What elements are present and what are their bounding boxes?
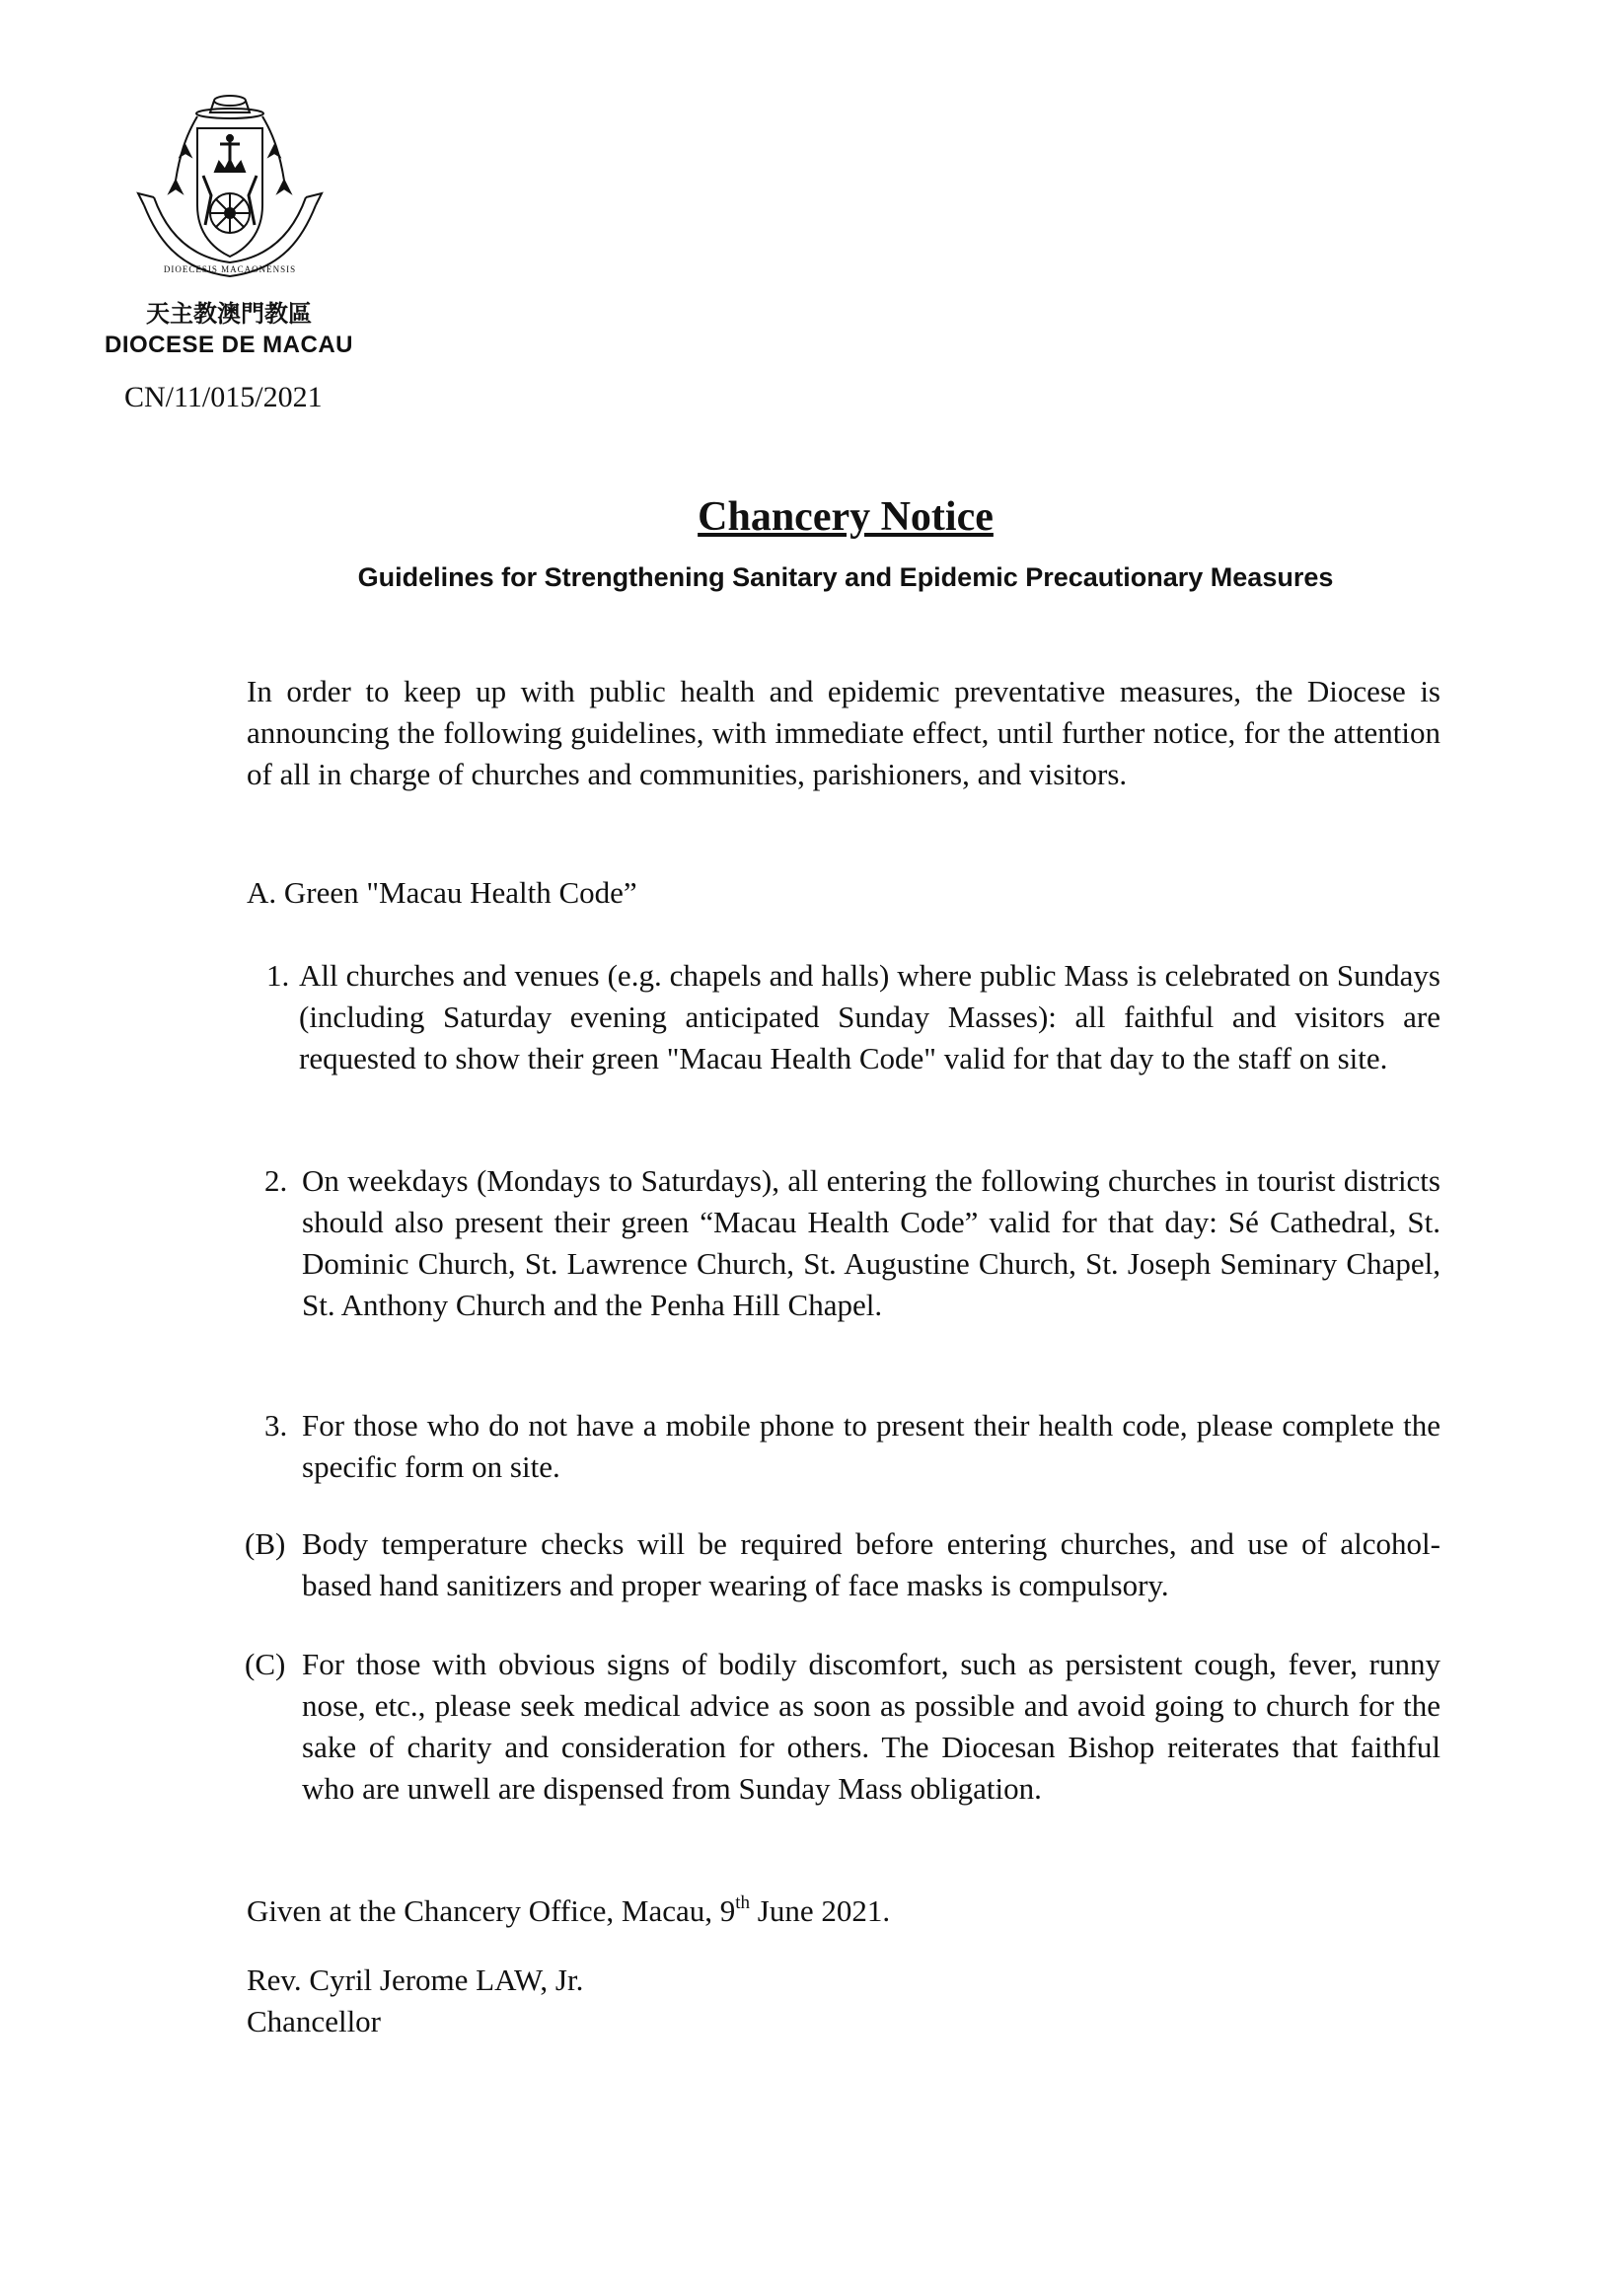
section-b-label: (B): [245, 1526, 286, 1561]
list-item-number: 3.: [264, 1408, 288, 1443]
notice-reference-number: CN/11/015/2021: [124, 381, 323, 413]
signer-name: Rev. Cyril Jerome LAW, Jr.: [247, 1963, 584, 1997]
section-b-text: Body temperature checks will be required before entering churches, and use of alcohol-based hand sanitizers and proper wearing of face masks is compulsory.: [302, 1526, 1440, 1602]
section-c: [245, 1644, 1440, 1810]
list-item-text: All churches and venues (e.g. chapels and halls) where public Mass is celebrated on Sundays (including Saturday evening anticipated Sunday Masses): all faithful and visitors are requested to show their green "Macau Health Code" valid for that day to the staff on site.: [299, 958, 1440, 1075]
diocese-name-chinese: 天主教澳門教區: [146, 300, 312, 328]
section-b: [245, 1523, 1440, 1606]
given-suffix: June 2021.: [750, 1893, 891, 1928]
given-date-ordinal: th: [735, 1892, 751, 1913]
list-item-text: On weekdays (Mondays to Saturdays), all entering the following churches in tourist districts should also present their green “Macau Health Code” valid for that day: Sé Cathedral, St. Dominic Church, St. Lawrence Church, St. Augustine Church, St. Joseph Seminary Chapel, St. Anthony Church and the Penha Hill Chapel.: [302, 1163, 1440, 1322]
intro-paragraph: In order to keep up with public health and epidemic preventative measures, the Diocese is announcing the following guidelines, with immediate effect, until further notice, for the attention of all in charge of churches and communities, parishioners, and visitors.: [247, 674, 1440, 791]
signer-role: Chancellor: [247, 2004, 382, 2038]
diocese-crest-icon: [136, 87, 324, 284]
diocese-name-portuguese: DIOCESE DE MACAU: [104, 332, 354, 358]
list-item: [264, 1160, 1440, 1326]
svg-text:DIOECESIS MACAONENSIS: DIOECESIS MACAONENSIS: [163, 264, 297, 274]
section-a-heading: A. Green "Macau Health Code”: [247, 875, 637, 910]
given-at-line: [247, 1892, 890, 1929]
list-item: [266, 955, 1440, 1079]
list-item-number: 1.: [266, 958, 290, 993]
given-prefix: Given at the Chancery Office, Macau, 9: [247, 1893, 736, 1928]
signature-block: [247, 1960, 583, 2042]
list-item-text: For those who do not have a mobile phone to present their health code, please complete the specific form on site.: [302, 1408, 1440, 1484]
section-c-text: For those with obvious signs of bodily discomfort, such as persistent cough, fever, runny nose, etc., please seek medical advice as soon as possible and avoid going to church for the sake of charity and consideration for others. The Diocesan Bishop reiterates that faithful who are unwell are dispensed from Sunday Mass obligation.: [302, 1647, 1440, 1806]
page-subtitle: Guidelines for Strengthening Sanitary and Epidemic Precautionary Measures: [357, 562, 1334, 592]
page-title: Chancery Notice: [698, 494, 994, 540]
list-item-number: 2.: [264, 1163, 288, 1198]
section-c-label: (C): [245, 1647, 286, 1681]
list-item: [264, 1405, 1440, 1488]
